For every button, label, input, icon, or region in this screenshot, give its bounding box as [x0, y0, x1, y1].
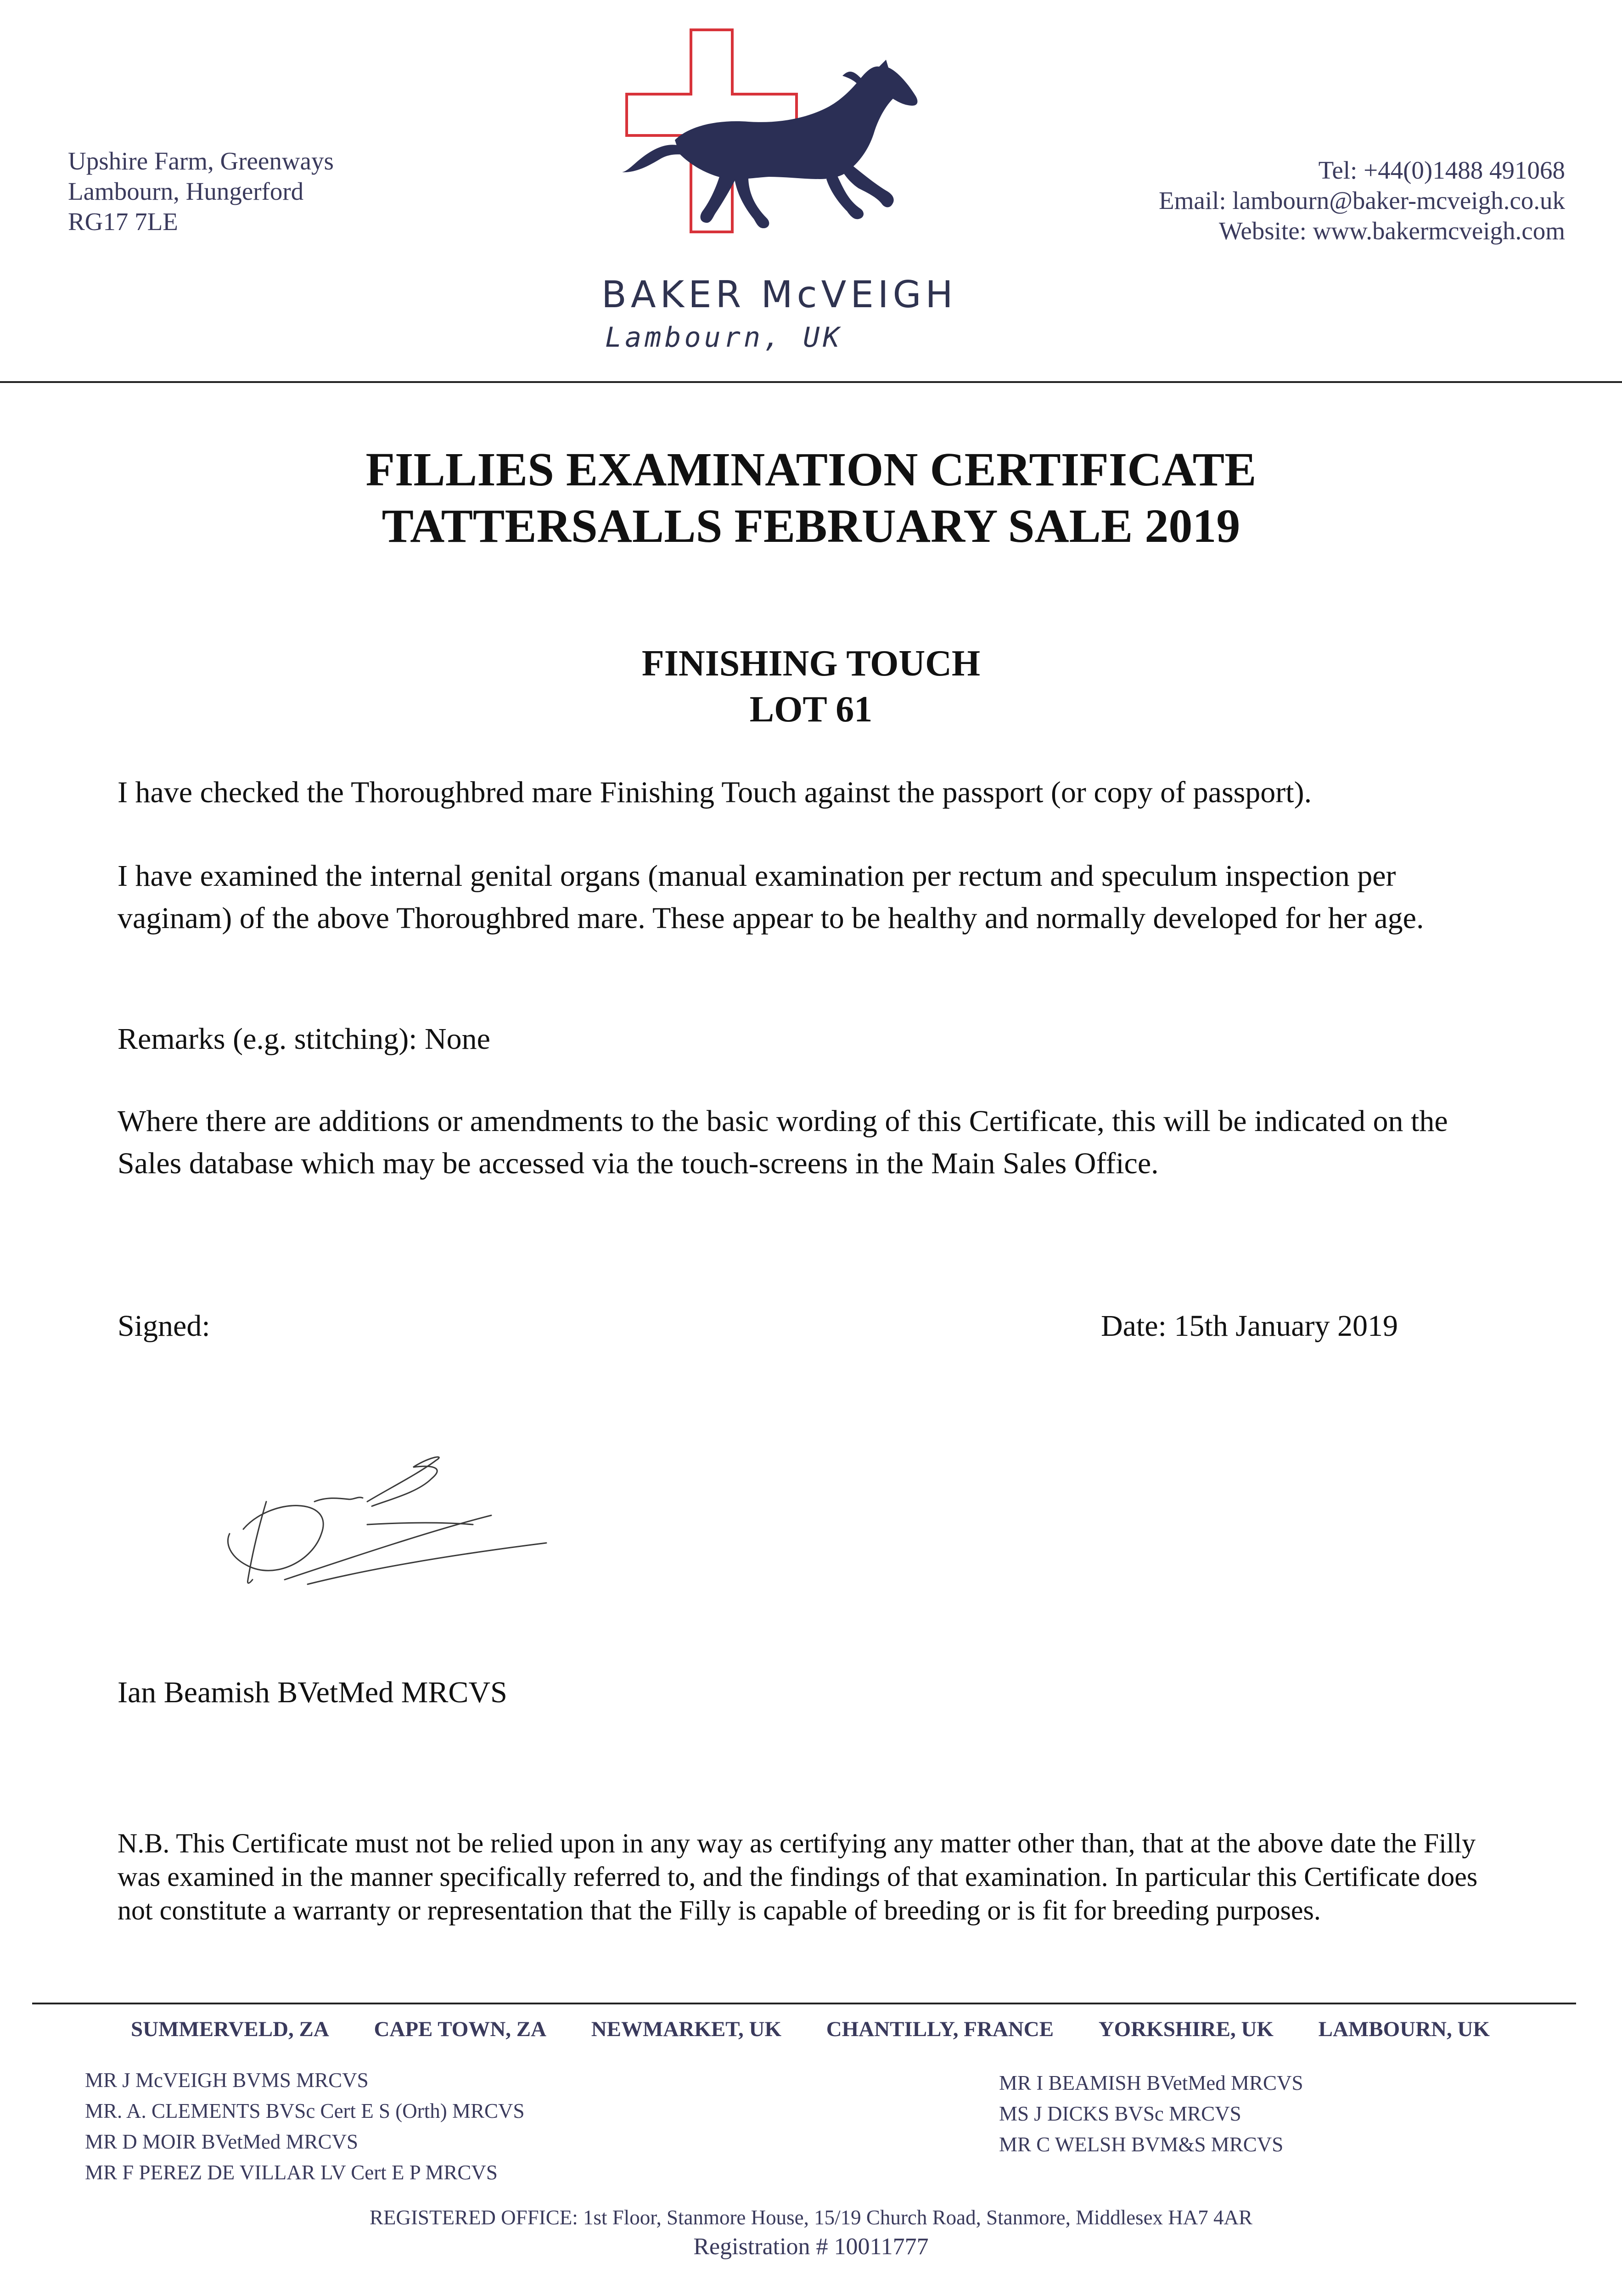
brand-name: BAKER McVEIGH — [601, 273, 957, 316]
lot-number: LOT 61 — [749, 689, 873, 730]
vet-name: MR C WELSH BVM&S MRCVS — [999, 2133, 1284, 2156]
baker-mcveigh-logo-icon — [611, 25, 987, 282]
header-divider — [0, 381, 1622, 383]
vet-name: MR F PEREZ DE VILLAR LV Cert E P MRCVS — [85, 2161, 498, 2184]
signature-icon — [216, 1446, 565, 1598]
office-location: YORKSHIRE, UK — [1098, 2017, 1274, 2041]
office-location: LAMBOURN, UK — [1318, 2017, 1490, 2041]
horse-name: FINISHING TOUCH — [641, 643, 981, 684]
vets-list-right — [999, 2068, 1303, 2160]
certificate-sale: TATTERSALLS FEBRUARY SALE 2019 — [382, 500, 1240, 552]
address-line: Upshire Farm, Greenways — [68, 147, 334, 175]
footer-divider — [32, 2003, 1576, 2004]
remarks: Remarks (e.g. stitching): None — [118, 1022, 490, 1056]
office-location: SUMMERVELD, ZA — [131, 2017, 329, 2041]
paragraph-passport-check: I have checked the Thoroughbred mare Finishing Touch against the passport (or copy of passport). — [118, 776, 1312, 809]
company-contact — [1159, 155, 1565, 246]
office-locations — [131, 2017, 1490, 2042]
contact-email: Email: lambourn@baker-mcveigh.co.uk — [1159, 186, 1565, 214]
vets-list-left — [85, 2065, 525, 2188]
address-line: RG17 7LE — [68, 208, 178, 236]
registered-office: REGISTERED OFFICE: 1st Floor, Stanmore House, 15/19 Church Road, Stanmore, Middlesex HA7 4AR — [369, 2206, 1253, 2229]
office-location: CHANTILLY, FRANCE — [826, 2017, 1054, 2041]
paragraph-examination: I have examined the internal genital organs (manual examination per rectum and speculum inspection per vaginam) of the above Thoroughbred mare. These appear to be healthy and normally developed for her age. — [118, 859, 1424, 935]
office-location: NEWMARKET, UK — [591, 2017, 782, 2041]
address-line: Lambourn, Hungerford — [68, 177, 304, 205]
vet-name: MS J DICKS BVSc MRCVS — [999, 2102, 1241, 2125]
nb-disclaimer: N.B. This Certificate must not be relied upon in any way as certifying any matter other than, that at the above date the Filly was examined in the manner specifically referred to, and the findings of that examination. In particular this Certificate does not constitute a warranty or representation that the Filly is capable of breeding or is fit for breeding purposes. — [118, 1828, 1478, 1925]
signatory-name: Ian Beamish BVetMed MRCVS — [118, 1676, 507, 1709]
certificate-title: FILLIES EXAMINATION CERTIFICATE — [365, 443, 1257, 496]
paragraph-amendments: Where there are additions or amendments to the basic wording of this Certificate, this will be indicated on the Sales database which may be accessed via the touch-screens in the Main Sales Office. — [118, 1104, 1448, 1180]
contact-phone: Tel: +44(0)1488 491068 — [1318, 156, 1565, 184]
office-location: CAPE TOWN, ZA — [374, 2017, 547, 2041]
vet-name: MR J McVEIGH BVMS MRCVS — [85, 2069, 369, 2092]
company-address — [68, 146, 334, 237]
vet-name: MR. A. CLEMENTS BVSc Cert E S (Orth) MRCVS — [85, 2099, 525, 2122]
signed-label: Signed: — [118, 1309, 210, 1343]
vet-name: MR I BEAMISH BVetMed MRCVS — [999, 2071, 1303, 2094]
certificate-date: Date: 15th January 2019 — [1101, 1309, 1398, 1343]
registration-number: Registration # 10011777 — [693, 2234, 929, 2260]
brand-location: Lambourn, UK — [605, 321, 843, 354]
contact-website: Website: www.bakermcveigh.com — [1218, 217, 1565, 245]
vet-name: MR D MOIR BVetMed MRCVS — [85, 2130, 359, 2153]
